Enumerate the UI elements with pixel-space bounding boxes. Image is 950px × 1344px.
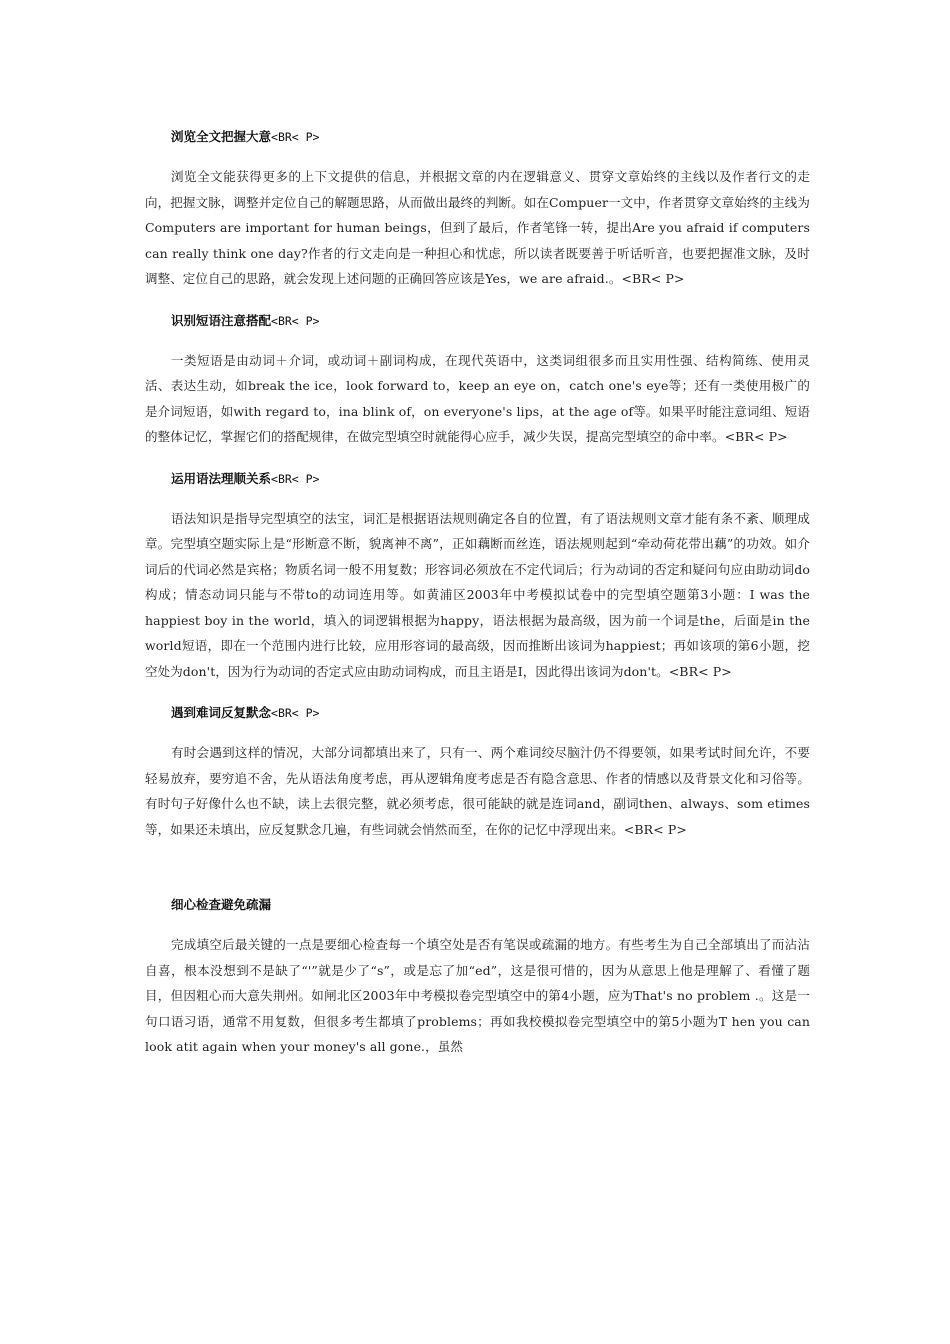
section-paragraph: 一类短语是由动词＋介词，或动词＋副词构成，在现代英语中，这类词组很多而且实用性强、结构简练、使用灵活、表达生动，如break the ice，look forward to，keep an eye on，catch one's eye等；还有一类使用极广的是介词短语，如with regard to，ina blink of，on everyone's lips，at the age of等。如果平时能注意词组、短语的整体记忆，掌握它们的搭配规律，在做完型填空时就能得心应手，减少失误，提高完型填空的命中率。<BR< P> — [145, 352, 810, 444]
section-heading: 识别短语注意搭配<BR< P> — [171, 312, 320, 328]
section-heading: 运用语法理顺关系<BR< P> — [171, 470, 320, 486]
section-heading: 浏览全文把握大意<BR< P> — [171, 129, 320, 144]
section-paragraph: 语法知识是指导完型填空的法宝，词汇是根据语法规则确定各自的位置，有了语法规则文章才能有条不紊、顺理成章。完型填空题实际上是“形断意不断，貌离神不离”，正如藕断而丝连，语法规则起到“牵动荷花带出藕”的功效。如介词后的代词必然是宾格；物质名词一般不用复数；形容词必须放在不定代词后；行为动词的否定和疑问句应由助动词do构成；情态动词只能与不带to的动词连用等。如黄浦区2003年中考模拟试卷中的完型填空题第3小题：I was the happiest boy in the world，填入的词逻辑根据为happy，语法根据为最高级，因为前一个词是the，后面是in the world短语，即在一个范围内进行比较，应用形容词的最高级，因而推断出该词为happiest；再如该项的第6小题，挖空处为don't，因为行为动词的否定式应由助动词构成，而且主语是I，因此得出该词为don't。<BR< P> — [145, 510, 810, 679]
section-heading: 遇到难词反复默念<BR< P> — [171, 705, 320, 720]
document-page — [145, 118, 810, 1078]
spacer — [145, 860, 810, 886]
section-paragraph: 完成填空后最关键的一点是要细心检查每一个填空处是否有笔误或疏漏的地方。有些考生为自己全部填出了而沾沾自喜，根本没想到不是缺了“'”就是少了“s”，或是忘了加“ed”，这是很可惜的，因为从意思上他是理解了、看懂了题目，但因粗心而大意失荆州。如闸北区2003年中考模拟卷完型填空中的第4小题，应为That's no problem .。这是一句口语习语，通常不用复数，但很多考生都填了problems；再如我校模拟卷完型填空中的第5小题为T hen you can look atit again when your money's all gone.，虽然 — [145, 937, 810, 1054]
section-paragraph: 浏览全文能获得更多的上下文提供的信息，并根据文章的内在逻辑意义、贯穿文章始终的主线以及作者行文的走向，把握文脉，调整并定位自己的解题思路，从而做出最终的判断。如在Compuer一文中，作者贯穿文章始终的主线为Computers are important for human beings，但到了最后，作者笔锋一转，提出Are you afraid if computers can really think one day?作者的行文走向是一种担心和忧虑，所以读者既要善于听话听音，也要把握准文脉，及时调整、定位自己的思路，就会发现上述问题的正确回答应该是Yes，we are afraid.。<BR< P> — [145, 169, 810, 286]
section-heading: 细心检查避免疏漏 — [171, 897, 272, 912]
section-paragraph: 有时会遇到这样的情况，大部分词都填出来了，只有一、两个难词绞尽脑汁仍不得要领，如果考试时间允许，不要轻易放弃，要穷追不舍，先从语法角度考虑，再从逻辑角度考虑是否有隐含意思、作者的情感以及背景文化和习俗等。有时句子好像什么也不缺，读上去很完整，就必须考虑，很可能缺的就是连词and，副词then、always、som etimes等，如果还未填出，应反复默念几遍，有些词就会悄然而至，在你的记忆中浮现出来。<BR< P> — [145, 745, 810, 837]
